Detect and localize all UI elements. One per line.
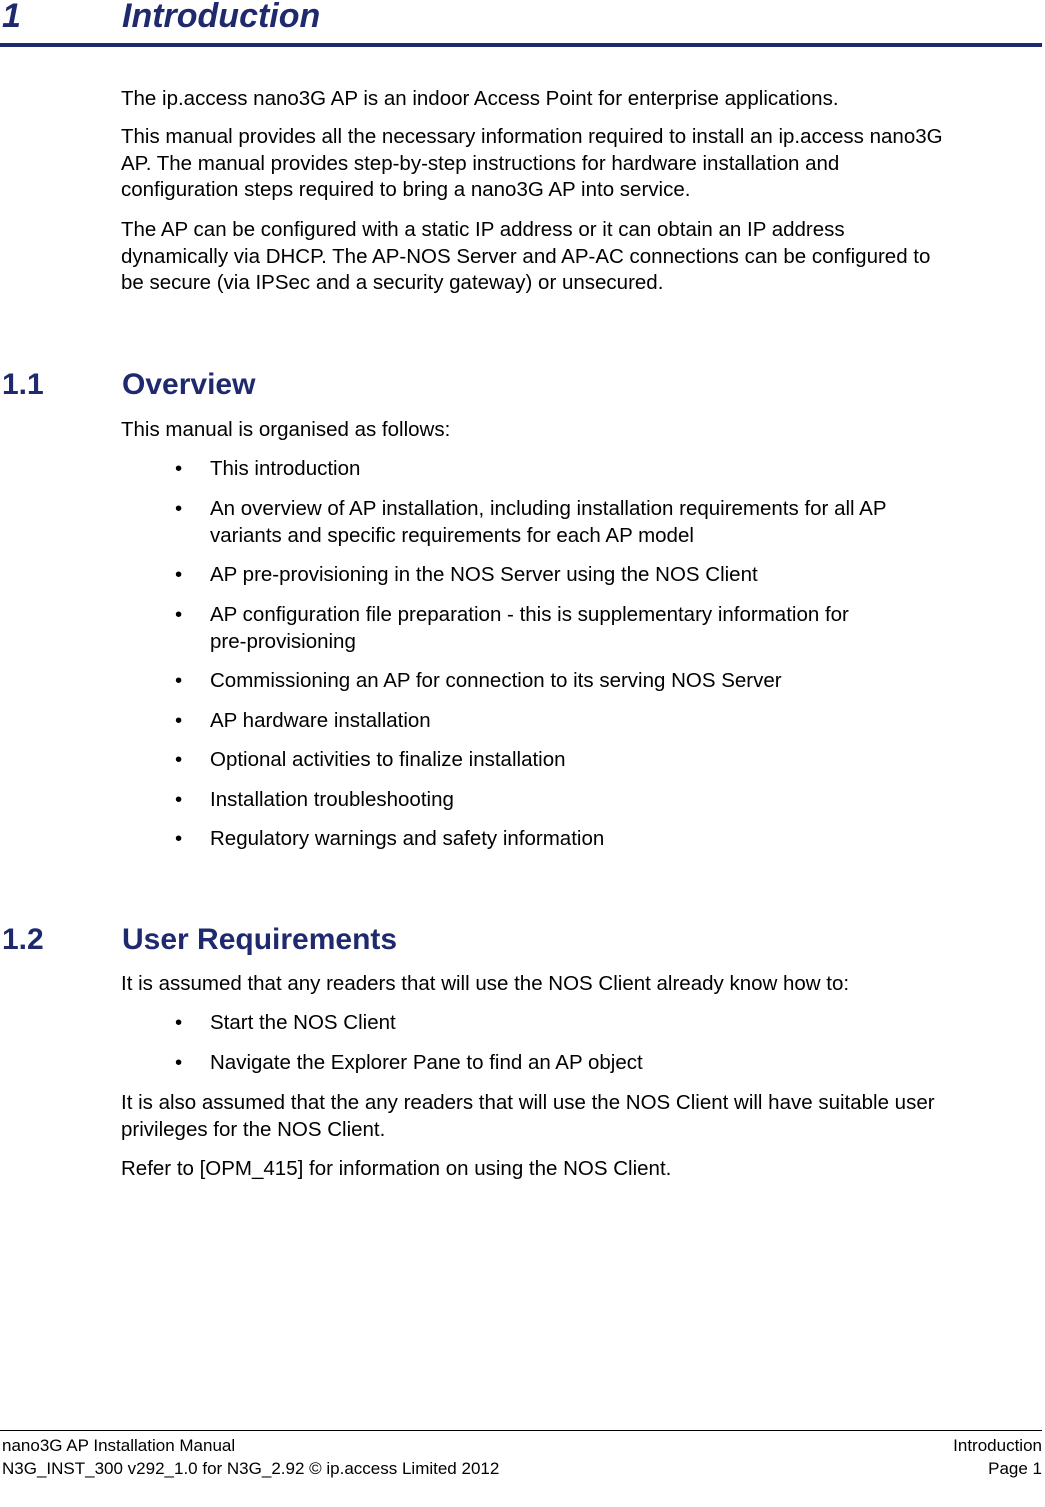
user-requirements-p3-text: Refer to [OPM_415] for information on using the NOS Client. [121,1157,672,1180]
section-heading-overview [0,365,1040,405]
list-item-line: pre-provisioning [210,629,356,653]
bullet-icon: • [175,497,183,520]
user-requirements-lead-text: It is assumed that any readers that will use the NOS Client already know how to: [121,972,850,995]
document-reference: N3G_INST_300 v292_1.0 for N3G_2.92 © ip.access Limited 2012 [2,1459,500,1478]
chapter-title: Introduction [122,0,321,35]
intro-p3-line3: be secure (via IPSec and a security gateway) or unsecured. [121,271,664,294]
list-item-text: Regulatory warnings and safety information [210,827,605,850]
user-requirements-paragraph-3 [121,1156,1041,1183]
user-requirements-lead [121,971,1041,998]
intro-paragraph-3 [121,217,1041,297]
section-number: 1.1 [2,368,44,401]
list-item-text: AP hardware installation [210,709,431,732]
bullet-icon: • [175,1011,183,1034]
bullet-icon: • [175,457,183,480]
user-requirements-p2-line2: privileges for the NOS Client. [121,1117,386,1141]
overview-lead [121,417,1041,444]
bullet-icon: • [175,563,183,586]
page-footer [0,1430,1042,1507]
intro-p3-line1: The AP can be configured with a static IP address or it can obtain an IP address [121,218,845,241]
bullet-icon: • [175,748,183,771]
bullet-icon: • [175,603,183,626]
list-item-line: AP configuration file preparation - this is supplementary information for [210,603,849,626]
bullet-icon: • [175,788,183,811]
bullet-icon: • [175,1051,183,1074]
page-number: Page 1 [988,1459,1042,1478]
intro-paragraph-1 [121,86,1041,113]
list-item-text: Start the NOS Client [210,1011,396,1034]
list-item-text: Navigate the Explorer Pane to find an AP object [210,1051,643,1074]
intro-p2-line1: This manual provides all the necessary information required to install an ip.access nano3G [121,125,943,148]
list-item-text: AP pre-provisioning in the NOS Server using the NOS Client [210,563,758,586]
bullet-icon: • [175,669,183,692]
section-title: User Requirements [122,923,398,956]
chapter-number: 1 [2,0,21,35]
intro-p2-line2: AP. The manual provides step-by-step instructions for hardware installation and [121,151,840,175]
document-title: nano3G AP Installation Manual [2,1436,236,1455]
chapter-heading [0,0,1042,47]
section-number: 1.2 [2,923,44,956]
bullet-icon: • [175,709,183,732]
footer-left [2,1434,499,1480]
section-title: Overview [122,368,256,401]
footer-chapter-name: Introduction [953,1436,1042,1455]
list-item-text [210,602,1010,655]
list-item-line: An overview of AP installation, including installation requirements for all AP [210,497,887,520]
bullet-icon: • [175,827,183,850]
list-item-text: Optional activities to finalize installation [210,748,566,771]
user-requirements-p2-line1: It is also assumed that the any readers that will use the NOS Client will have suitable user [121,1091,935,1114]
list-item-line: variants and specific requirements for each AP model [210,523,694,547]
intro-p1-text: The ip.access nano3G AP is an indoor Access Point for enterprise applications. [121,87,839,110]
section-heading-user-requirements [0,920,1040,960]
list-item-text: Installation troubleshooting [210,788,454,811]
intro-paragraph-2 [121,124,1041,204]
footer-right [953,1434,1042,1480]
list-item-text: This introduction [210,457,361,480]
list-item-text: Commissioning an AP for connection to its serving NOS Server [210,669,782,692]
user-requirements-paragraph-2 [121,1090,1041,1143]
overview-lead-text: This manual is organised as follows: [121,418,451,441]
list-item-text [210,496,1010,549]
intro-p3-line2: dynamically via DHCP. The AP-NOS Server and AP-AC connections can be configured to [121,244,931,268]
intro-p2-line3: configuration steps required to bring a nano3G AP into service. [121,178,691,201]
